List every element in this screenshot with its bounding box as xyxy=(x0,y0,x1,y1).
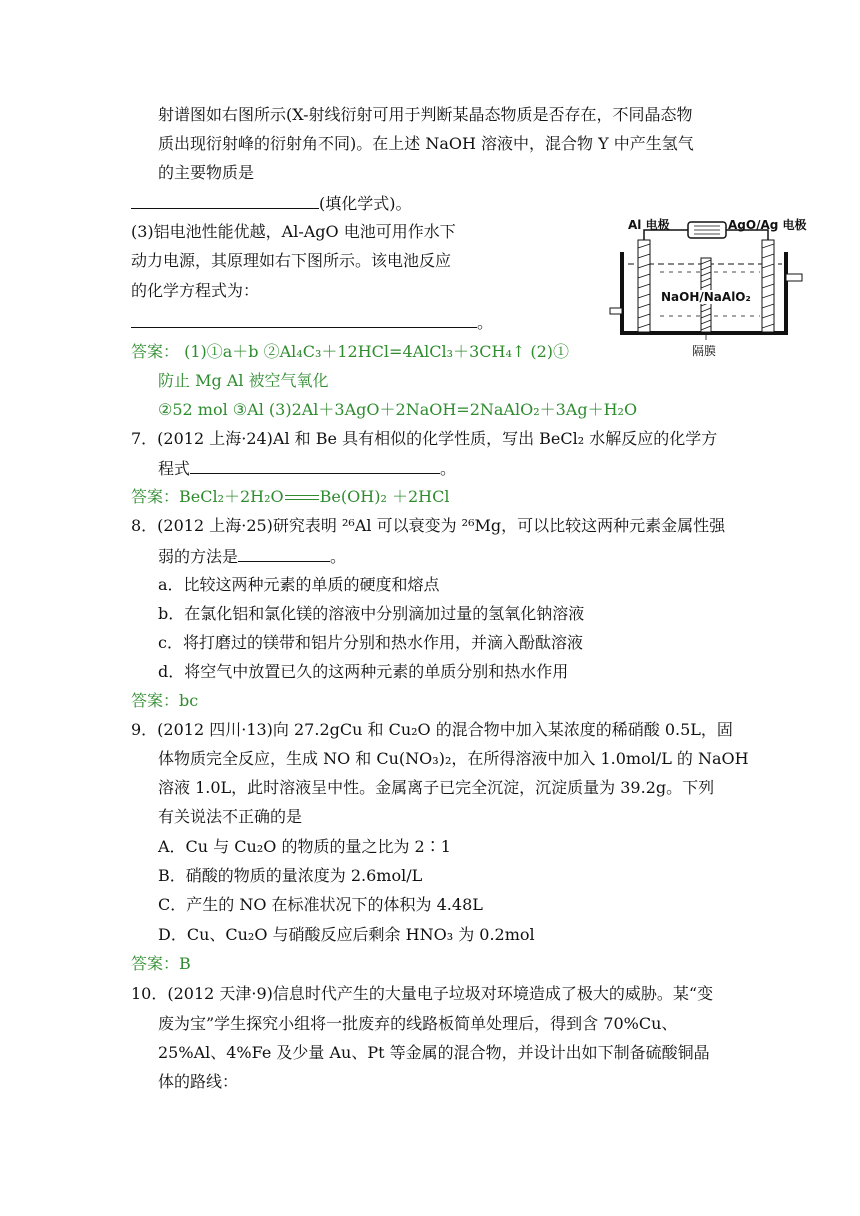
q9-line1: 9．(2012 四川·13)向 27.2gCu 和 Cu₂O 的混合物中加入某浓度的稀硝酸 0.5L，固 xyxy=(131,720,733,739)
q10-line4: 体的路线： xyxy=(158,1072,239,1091)
q6-line1: 射谱图如右图所示(X-射线衍射可用于判断某晶态物质是否存在，不同晶态物 xyxy=(158,105,693,124)
q6-part3-line4 xyxy=(131,311,493,334)
q6-line2: 质出现衍射峰的衍射角不同)。在上述 NaOH 溶液中，混合物 Y 中产生氢气 xyxy=(158,134,694,153)
q6-answer-line2: 防止 Mg Al 被空气氧化 xyxy=(158,371,329,390)
q8-line2-tail: 。 xyxy=(330,547,347,566)
q6-line4-tail: (填化学式)。 xyxy=(319,194,412,213)
answer-blank xyxy=(131,311,477,328)
q8-line2 xyxy=(158,545,346,568)
q7-line2 xyxy=(158,457,456,480)
q8-answer: 答案：bc xyxy=(131,691,199,710)
battery-diagram xyxy=(600,208,812,356)
al-electrode-label: Al 电极 xyxy=(628,218,670,232)
q9-line2: 体物质完全反应，生成 NO 和 Cu(NO₃)₂，在所得溶液中加入 1.0mol/L 的 NaOH xyxy=(158,749,749,768)
q8-option-b: b．在氯化铝和氯化镁的溶液中分别滴加过量的氢氧化钠溶液 xyxy=(158,604,585,623)
q9-line4: 有关说法不正确的是 xyxy=(158,807,303,826)
q9-line3: 溶液 1.0L，此时溶液呈中性。金属离子已完全沉淀，沉淀质量为 39.2g。下列 xyxy=(158,778,715,797)
q6-part3-line2: 动力电源，其原理如右下图所示。该电池反应 xyxy=(131,251,452,270)
answer-blank xyxy=(131,192,319,209)
q9-option-c: C．产生的 NO 在标准状况下的体积为 4.48L xyxy=(158,895,483,914)
q7-answer-head: 答案：BeCl₂＋2H₂O xyxy=(131,487,284,506)
q6-answer-line3: ②52 mol ③Al (3)2Al＋3AgO＋2NaOH=2NaAlO₂＋3Ag＋H₂O xyxy=(158,400,638,419)
q9-option-a: A．Cu 与 Cu₂O 的物质的量之比为 2∶1 xyxy=(158,837,451,856)
answer-blank xyxy=(190,457,440,474)
q10-line1: 10．(2012 天津·9)信息时代产生的大量电子垃圾对环境造成了极大的威胁。某“变 xyxy=(131,984,714,1003)
q8-line2-head: 弱的方法是 xyxy=(158,547,239,566)
q6-part3-line3: 的化学方程式为： xyxy=(131,281,260,300)
q8-option-d: d．将空气中放置已久的这两种元素的单质分别和热水作用 xyxy=(158,662,569,681)
q9-answer: 答案：B xyxy=(131,954,191,973)
q8-option-c: c．将打磨过的镁带和铝片分别和热水作用，并滴入酚酞溶液 xyxy=(158,633,583,652)
q6-part3-line1: (3)铝电池性能优越，Al-AgO 电池可用作水下 xyxy=(131,222,456,241)
membrane-label: 隔膜 xyxy=(692,344,717,358)
answer-blank xyxy=(238,545,330,562)
q7-line2-tail: 。 xyxy=(440,459,457,478)
q7-answer xyxy=(131,486,449,508)
q7-answer-tail: Be(OH)₂ ＋2HCl xyxy=(319,487,450,506)
q6-part3-line4-tail: 。 xyxy=(477,313,494,332)
q10-line2: 废为宝”学生探究小组将一批废弃的线路板简单处理后，得到含 70%Cu、 xyxy=(158,1014,678,1033)
q6-line4 xyxy=(131,192,412,215)
reversible-arrow-icon xyxy=(285,493,319,503)
electrolyte-label: NaOH/NaAlO₂ xyxy=(661,290,751,304)
q7-line2-head: 程式 xyxy=(158,459,191,478)
q6-line3: 的主要物质是 xyxy=(158,163,255,182)
q10-line3: 25%Al、4%Fe 及少量 Au、Pt 等金属的混合物，并设计出如下制备硫酸铜晶 xyxy=(158,1043,710,1062)
q8-line1: 8．(2012 上海·25)研究表明 ²⁶Al 可以衰变为 ²⁶Mg，可以比较这两种元素金属性强 xyxy=(131,516,726,535)
q8-option-a: a．比较这两种元素的单质的硬度和熔点 xyxy=(158,575,440,594)
q9-option-b: B．硝酸的物质的量浓度为 2.6mol/L xyxy=(158,866,423,885)
ago-electrode-label: AgO/Ag 电极 xyxy=(728,218,807,232)
q6-answer-line1: 答案： (1)①a＋b ②Al₄C₃＋12HCl=4AlCl₃＋3CH₄↑ (2)① xyxy=(131,342,570,361)
q7-line1: 7．(2012 上海·24)Al 和 Be 具有相似的化学性质，写出 BeCl₂ 水解反应的化学方 xyxy=(131,429,718,448)
q9-option-d: D．Cu、Cu₂O 与硝酸反应后剩余 HNO₃ 为 0.2mol xyxy=(158,925,535,944)
